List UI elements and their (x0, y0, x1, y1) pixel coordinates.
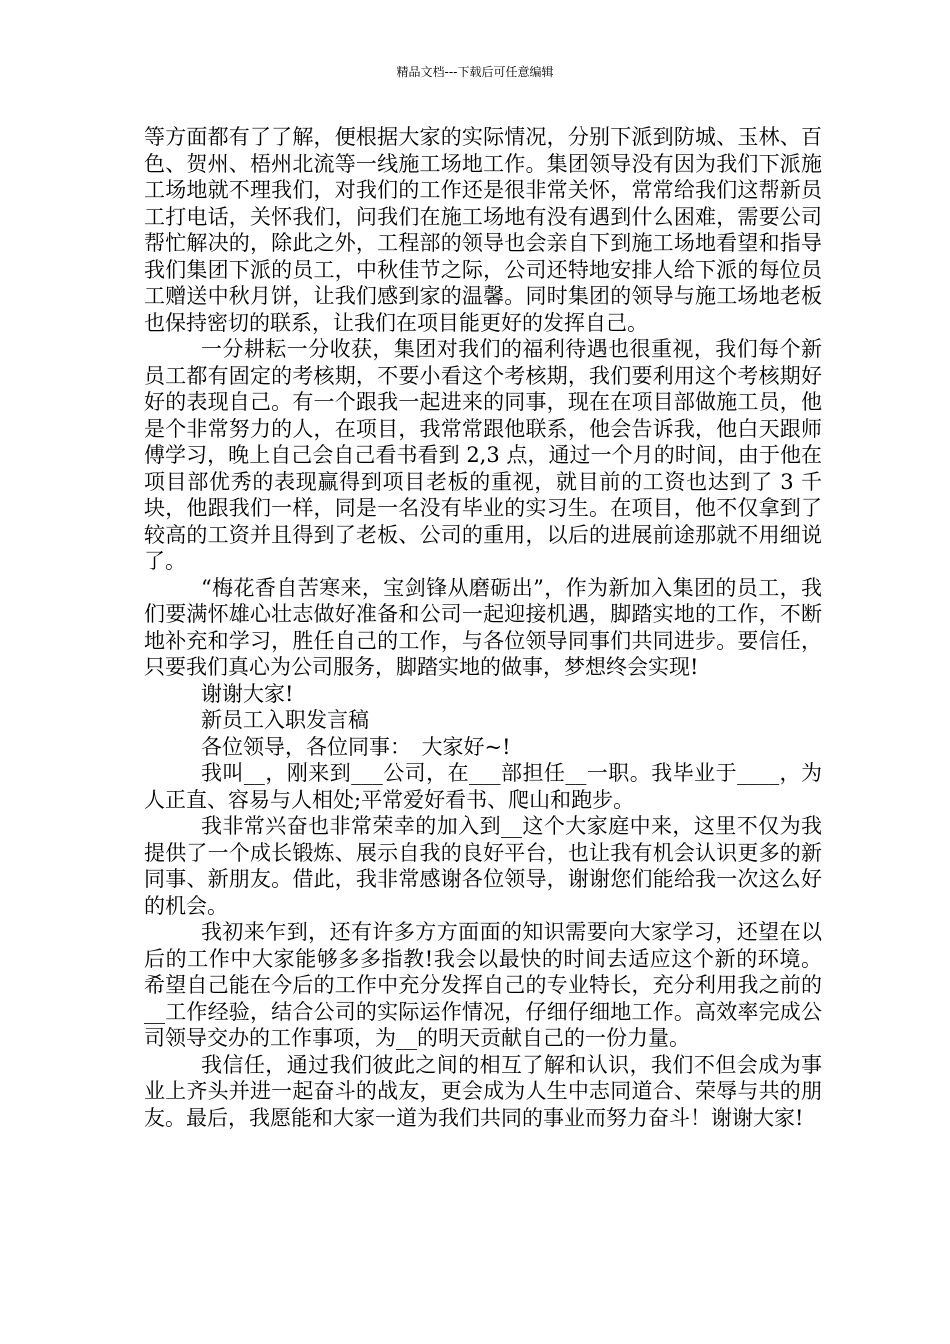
paragraph: “梅花香自苦寒来，宝剑锋从磨砺出”，作为新加入集团的员工，我们要满怀雄心壮志做好准备和公司一起迎接机遇，脚踏实地的工作，不断地补充和学习，胜任自己的工作，与各位领导同事们共同进步。要信任，只要我们真心为公司服务，脚踏实地的做事，梦想终会实现! (144, 575, 822, 679)
paragraph: 我初来乍到，还有许多方方面面的知识需要向大家学习，还望在以后的工作中大家能够多多指教!我会以最快的时间去适应这个新的环境。希望自己能在今后的工作中充分发挥自己的专业特长，充分利用我之前的__工作经验，结合公司的实际运作情况，仔细仔细地工作。高效率完成公司领导交办的工作事项，为__的明天贡献自己的一份力量。 (144, 920, 822, 1050)
paragraph: 谢谢大家! (201, 681, 294, 706)
paragraph: 我叫__，刚来到___公司，在___部担任__一职。我毕业于____，为人正直、容易与人相处;平常爱好看书、爬山和跑步。 (144, 761, 822, 812)
page-header: 精品文档---下载后可任意编辑 (396, 65, 554, 79)
paragraph: 一分耕耘一分收获，集团对我们的福利待遇也很重视，我们每个新员工都有固定的考核期，不要小看这个考核期，我们要利用这个考核期好好的表现自己。有一个跟我一起进来的同事，现在在项目部做施工员，他是个非常努力的人，在项目，我常常跟他联系，他会告诉我，他白天跟师傅学习，晚上自己会自己看书看到 2,3 点，通过一个月的时间，由于他在项目部优秀的表现赢得到项目老板的重视，就目前的工资也达到了 3 千块，他跟我们一样，同是一名没有毕业的实习生。在项目，他不仅拿到了较高的工资并且得到了老板、公司的重用，以后的进展前途那就不用细说了。 (144, 337, 822, 573)
greeting: 各位领导，各位同事： 大家好~! (201, 734, 511, 759)
document-body (144, 124, 822, 1131)
paragraph: 等方面都有了了解，便根据大家的实际情况，分别下派到防城、玉林、百色、贺州、梧州北流等一线施工场地工作。集团领导没有因为我们下派施工场地就不理我们，对我们的工作还是很非常关怀，常常给我们这帮新员工打电话，关怀我们，问我们在施工场地有没有遇到什么困难，需要公司帮忙解决的，除此之外，工程部的领导也会亲自下到施工场地看望和指导我们集团下派的员工，中秋佳节之际，公司还特地安排人给下派的每位员工赠送中秋月饼，让我们感到家的温馨。同时集团的领导与施工场地老板也保持密切的联系，让我们在项目能更好的发挥自己。 (144, 125, 822, 335)
paragraph: 我信任，通过我们彼此之间的相互了解和认识，我们不但会成为事业上齐头并进一起奋斗的战友，更会成为人生中志同道合、荣辱与共的朋友。最后，我愿能和大家一道为我们共同的事业而努力奋斗！谢谢大家! (144, 1052, 822, 1130)
paragraph: 我非常兴奋也非常荣幸的加入到__这个大家庭中来，这里不仅为我提供了一个成长锻炼、展示自我的良好平台，也让我有机会认识更多的新同事、新朋友。借此，我非常感谢各位领导，谢谢您们能给我一次这么好的机会。 (144, 814, 822, 918)
speech-title: 新员工入职发言稿 (201, 708, 369, 732)
